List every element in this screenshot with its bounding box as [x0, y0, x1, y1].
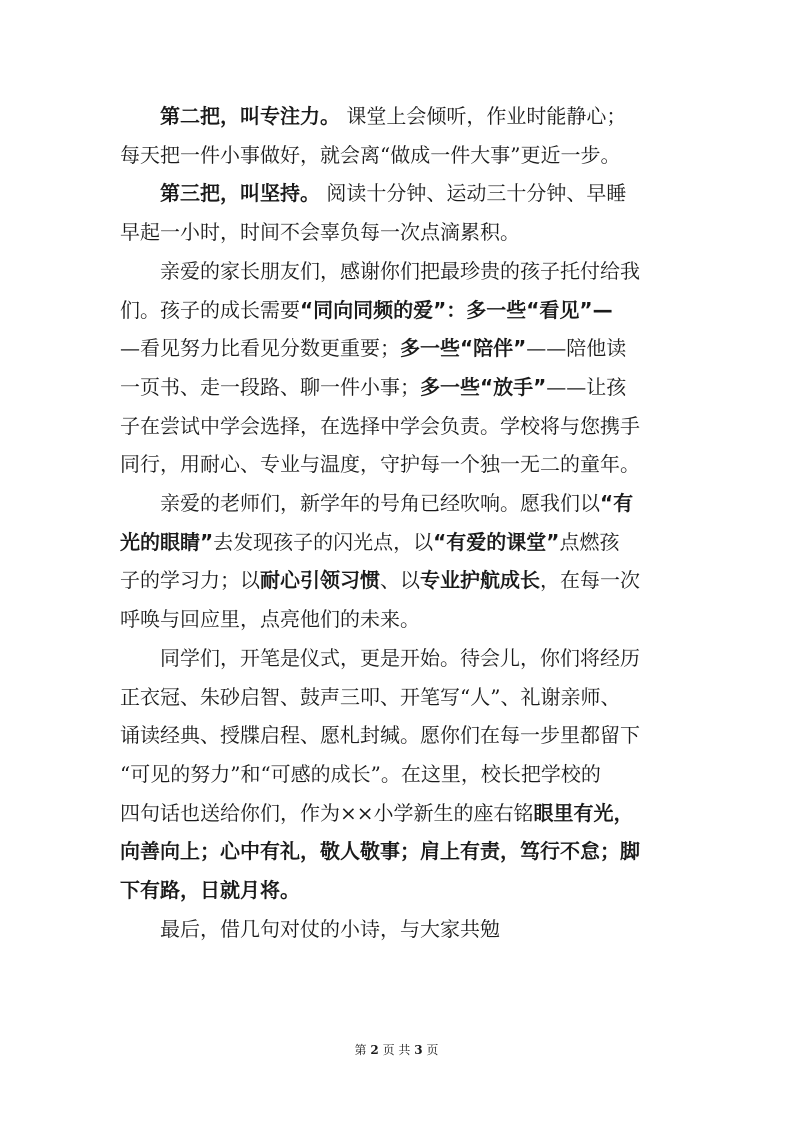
paragraph-parents	[120, 252, 677, 484]
text-run: ——让孩	[546, 374, 627, 399]
text-run: ——陪他读	[526, 336, 627, 361]
text-run: 去发现孩子的闪光点，以	[213, 529, 434, 554]
text-line: 呼唤与回应里，点亮他们的未来。	[120, 607, 420, 632]
text-line: “可见的努力”和“可感的成长”。在这里，校长把学校的	[120, 761, 601, 786]
footer-prefix: 第	[354, 1043, 367, 1057]
paragraph-closing	[120, 910, 677, 949]
footer-suffix: 页	[426, 1043, 439, 1057]
text-line: 早起一小时，时间不会辜负每一次点滴累积。	[120, 220, 520, 245]
page-footer	[0, 1041, 793, 1058]
paragraph-focus	[120, 97, 677, 174]
text-run: 亲爱的家长朋友们，感谢你们把最珍贵的孩子托付给我	[160, 258, 640, 283]
footer-mid: 页 共	[382, 1043, 411, 1057]
bold-run: “有	[600, 491, 634, 516]
text-run: 一页书、走一段路、聊一件小事；	[120, 374, 420, 399]
text-run: 子的学习力；以	[120, 568, 260, 593]
text-line: 同行，用耐心、专业与温度，守护每一个独一无二的童年。	[120, 452, 640, 477]
persistence-label: 第三把，叫坚持。	[160, 181, 320, 206]
text-run: 最后，借几句对仗的小诗，与大家共勉	[160, 916, 500, 941]
text-run: 点燃孩	[559, 529, 620, 554]
text-line: 诵读经典、授牒启程、愿札封缄。愿你们在每一步里都留下	[120, 723, 640, 748]
bold-run: 多一些“放手”	[420, 374, 547, 399]
bold-run: 多一些“陪伴”	[400, 336, 527, 361]
paragraph-students	[120, 639, 677, 910]
text-run: 亲爱的老师们，新学年的号角已经吹响。愿我们以	[160, 491, 600, 516]
bold-run: 耐心引领习惯	[260, 568, 380, 593]
bold-run: “同向同频的爱”：多一些“看见”—	[300, 297, 613, 322]
motto-line: 向善向上；心中有礼，敬人敬事；肩上有责，笃行不怠；脚	[120, 839, 640, 864]
text-run: 们。孩子的成长需要	[120, 297, 300, 322]
text-run: 四句话也送给你们，作为××小学新生的座右铭	[120, 800, 534, 825]
bold-run: 光的眼睛”	[120, 529, 214, 554]
motto-line: 下有路，日就月将。	[120, 878, 300, 903]
page-number: 2	[370, 1043, 379, 1057]
text-run: 同学们，开笔是仪式，更是开始。待会儿，你们将经历	[160, 645, 640, 670]
text-line: 子在尝试中学会选择，在选择中学会负责。学校将与您携手	[120, 413, 640, 438]
text-line: 正衣冠、朱砂启智、鼓声三叩、开笔写“人”、礼谢亲师、	[120, 684, 621, 709]
text-run: 、以	[380, 568, 420, 593]
text-run: —看见努力比看见分数更重要；	[120, 336, 400, 361]
body-text	[120, 97, 677, 948]
text-run: 课堂上会倾听，作业时能静心；	[346, 104, 627, 128]
bold-run: “有爱的课堂”	[433, 529, 560, 554]
focus-label: 第二把，叫专注力。	[160, 104, 340, 128]
page-total: 3	[414, 1043, 423, 1057]
paragraph-teachers	[120, 484, 677, 639]
motto-run: 眼里有光，	[533, 800, 634, 825]
text-line: 每天把一件小事做好，就会离“做成一件大事”更近一步。	[120, 142, 621, 167]
text-run: 阅读十分钟、运动三十分钟、早睡	[326, 181, 627, 206]
text-run: ，在每一次	[540, 568, 640, 593]
bold-run: 专业护航成长	[420, 568, 540, 593]
paragraph-persistence	[120, 174, 677, 251]
